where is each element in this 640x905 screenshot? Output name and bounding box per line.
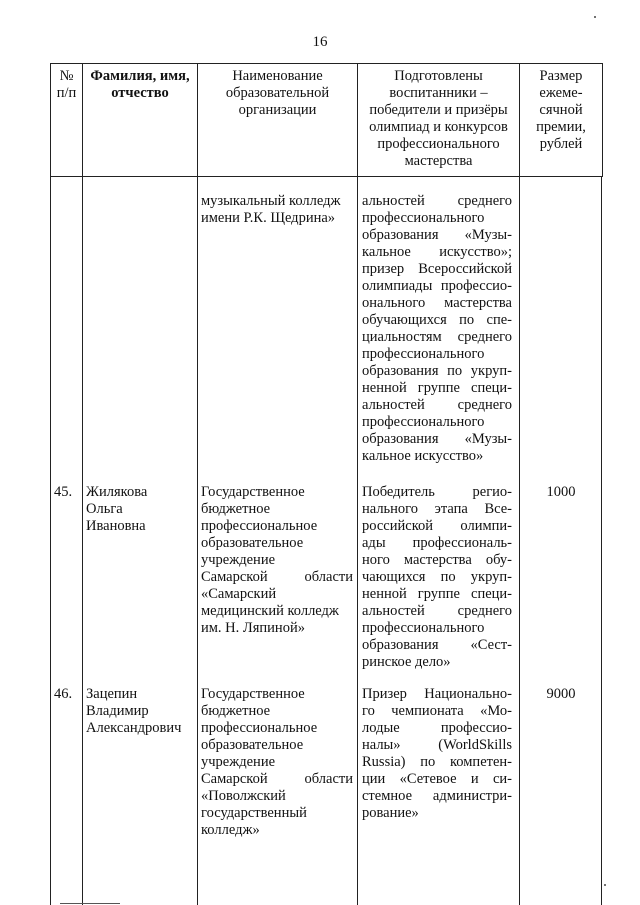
text-line: олимпиады профессиo- bbox=[362, 278, 512, 294]
text-line: Победитель регио- bbox=[362, 484, 512, 500]
header-name: Фамилия, имя, отчество bbox=[83, 64, 198, 177]
text-line: Владимир bbox=[86, 703, 149, 719]
text-line: образования по укруп- bbox=[362, 363, 512, 379]
text-line: «Самарский bbox=[201, 586, 277, 602]
text-line: Александрович bbox=[86, 720, 182, 736]
text-line: профессионального bbox=[362, 620, 485, 636]
text-line: Государственное bbox=[201, 686, 305, 702]
row-46-num bbox=[54, 686, 80, 703]
text-line: циальностям среднего bbox=[362, 329, 512, 345]
text-line: ринское дело» bbox=[362, 654, 451, 670]
text-line: го чемпионата «Мо- bbox=[362, 703, 512, 719]
text-line: кальное искусство» bbox=[362, 448, 484, 464]
bonus-value: 9000 bbox=[546, 686, 576, 702]
text-line: онального мастерства bbox=[362, 295, 512, 311]
text-line: профессионального bbox=[362, 210, 485, 226]
text-line: образовательное bbox=[201, 737, 304, 753]
footer-rule bbox=[60, 903, 120, 904]
row-45-bonus bbox=[522, 484, 600, 501]
text-line: Зацепин bbox=[86, 686, 138, 702]
text-line: образования «Сест- bbox=[362, 637, 512, 653]
text-line: Призер Национально- bbox=[362, 686, 512, 702]
text-line: профессионального bbox=[362, 346, 485, 362]
text-line: Жилякова bbox=[86, 484, 148, 500]
text-line: Ивановна bbox=[86, 518, 146, 534]
col-border-2 bbox=[197, 176, 198, 905]
text-line: профессиональное bbox=[201, 518, 318, 534]
col-border-4 bbox=[519, 176, 520, 905]
header-num: № п/п bbox=[51, 64, 83, 177]
text-line: учреждение bbox=[201, 754, 276, 770]
text-line: бюджетное bbox=[201, 703, 271, 719]
col-border-0 bbox=[50, 176, 51, 905]
text-line: альностей среднего bbox=[362, 603, 512, 619]
text-line: лодые профессио- bbox=[362, 720, 512, 736]
text-line: ненной группе специ- bbox=[362, 380, 512, 396]
bonus-value: 1000 bbox=[546, 484, 576, 500]
text-line: альностей среднего bbox=[362, 397, 512, 413]
text-line: образования «Музы- bbox=[362, 227, 512, 243]
text-line: государственный bbox=[201, 805, 307, 821]
text-line: ненной группе специ- bbox=[362, 586, 512, 602]
text-line: призер Всероссийской bbox=[362, 261, 512, 277]
text-line: рование» bbox=[362, 805, 419, 821]
text-line: альностей среднего bbox=[362, 193, 512, 209]
text-line: налы» (WorldSkills bbox=[362, 737, 512, 753]
header-org: Наименование образовательной организации bbox=[198, 64, 358, 177]
text-line: бюджетное bbox=[201, 501, 271, 517]
text-line: ного мастерства обу- bbox=[362, 552, 512, 568]
text-line: медицинский колледж bbox=[201, 603, 339, 619]
page-number: 16 bbox=[312, 34, 328, 50]
text-line: «Поволжский bbox=[201, 788, 286, 804]
text-line: профессионального bbox=[362, 414, 485, 430]
row-45-name bbox=[86, 484, 194, 535]
scan-speck bbox=[604, 884, 606, 886]
text-line: нального этапа Все- bbox=[362, 501, 512, 517]
row-45-org bbox=[201, 484, 353, 637]
col-border-1 bbox=[82, 176, 83, 905]
text-line: профессиональное bbox=[201, 720, 318, 736]
text-line: музыкальный колледж bbox=[201, 193, 341, 209]
text-line: стемное администри- bbox=[362, 788, 512, 804]
text-line: российской олимпи- bbox=[362, 518, 512, 534]
row-46-name bbox=[86, 686, 194, 737]
text-line: образовательное bbox=[201, 535, 304, 551]
text-line: Государственное bbox=[201, 484, 305, 500]
text-line: ады профессиональ- bbox=[362, 535, 512, 551]
row-46-org bbox=[201, 686, 353, 839]
header-prepared: Подготовлены воспитанники – победители и призёры олимпиад и конкурсов профессионального мастерства bbox=[358, 64, 520, 177]
row-45-num bbox=[54, 484, 80, 501]
text-line: Самарской области bbox=[201, 771, 353, 787]
text-line: Ольга bbox=[86, 501, 123, 517]
row-46-prepared bbox=[362, 686, 512, 822]
text-line: имени Р.К. Щедрина» bbox=[201, 210, 336, 226]
header-bonus: Размер ежеме- сячной премии, рублей bbox=[520, 64, 603, 177]
text-line: кальное искусство»; bbox=[362, 244, 512, 260]
scan-speck bbox=[594, 16, 596, 18]
text-line: образования «Музы- bbox=[362, 431, 512, 447]
col-border-5 bbox=[601, 176, 602, 905]
row-46-bonus bbox=[522, 686, 600, 703]
text-line: учреждение bbox=[201, 552, 276, 568]
col-border-3 bbox=[357, 176, 358, 905]
text-line: Самарской области bbox=[201, 569, 353, 585]
row-45-prepared bbox=[362, 484, 512, 671]
text-line: ции «Сетевое и си- bbox=[362, 771, 512, 787]
text-line: колледж» bbox=[201, 822, 260, 838]
text-line: Russia) по компетен- bbox=[362, 754, 512, 770]
continuation-org bbox=[201, 193, 353, 227]
continuation-prepared bbox=[362, 193, 512, 465]
text-line: обучающихся по спе- bbox=[362, 312, 512, 328]
awards-table-header bbox=[50, 63, 603, 177]
text-line: чающихся по укруп- bbox=[362, 569, 512, 585]
row-number: 46. bbox=[54, 686, 73, 702]
text-line: им. Н. Ляпиной» bbox=[201, 620, 305, 636]
row-number: 45. bbox=[54, 484, 73, 500]
